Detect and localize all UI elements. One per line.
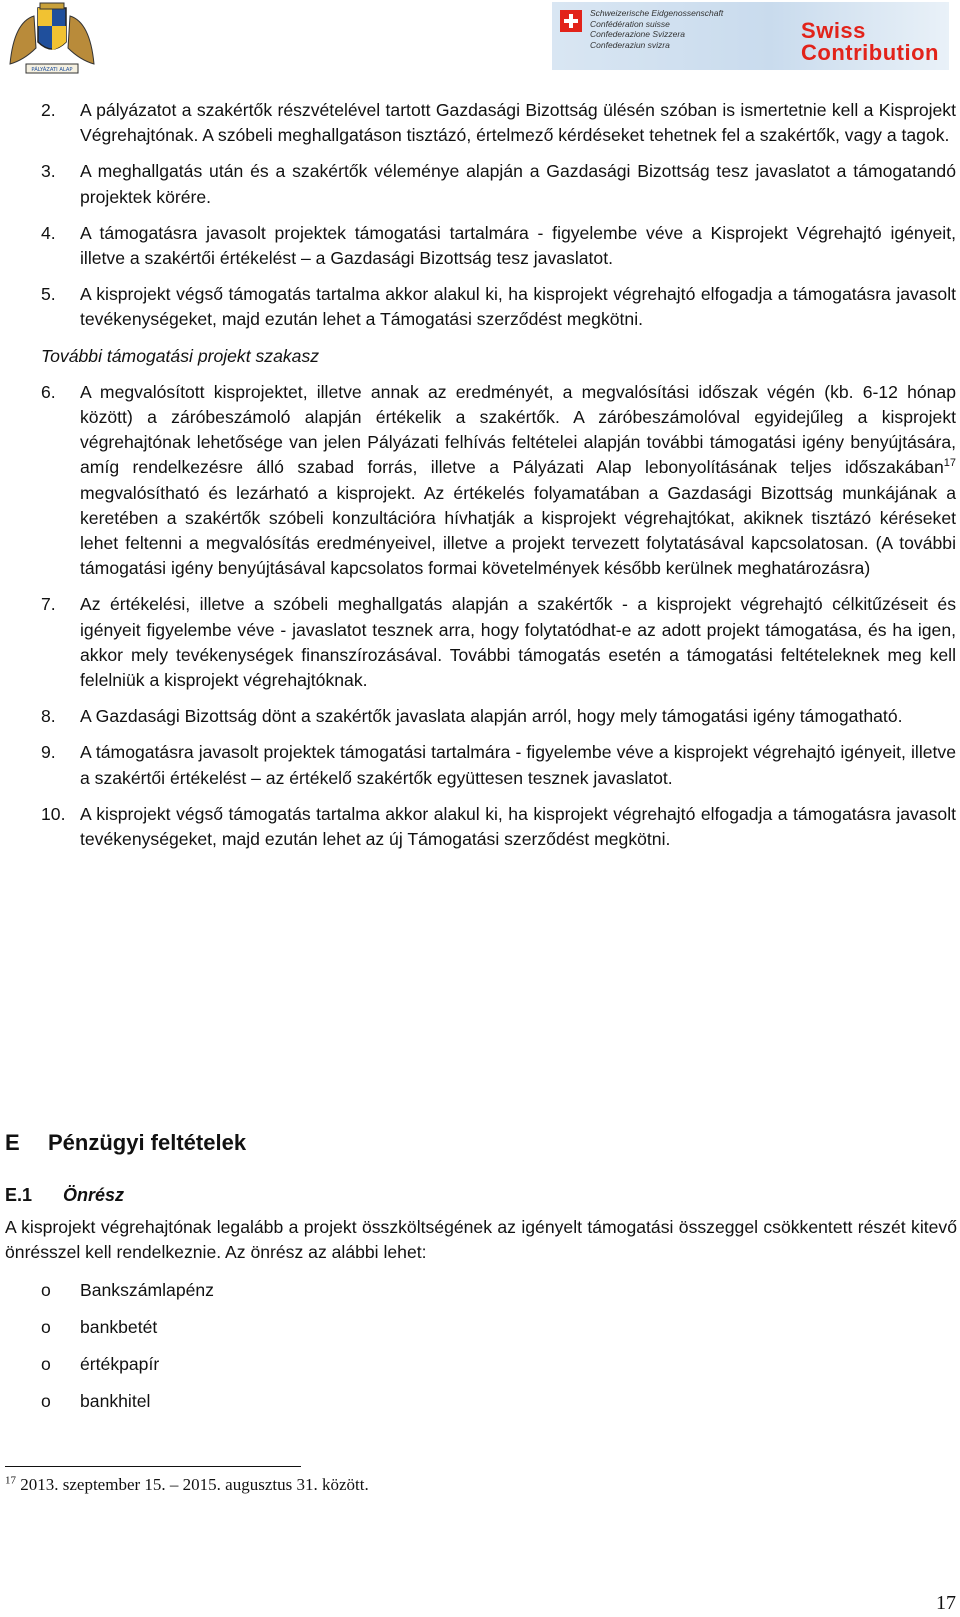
swiss-contribution-logo (552, 2, 949, 70)
section-title: Pénzügyi feltételek (48, 1130, 247, 1155)
item-text: A megvalósított kisprojektet, illetve annak az eredményét, a megvalósítási időszak végén (kb. 6-12 hónap között) a záróbeszámoló alapján értékelik a szakértők. A záróbeszámolóval egyidejűleg a kisprojekt végrehajtónak lehetősége van jelen Pályázati felhívás feltételei alapján további támogatási igény benyújtására, amíg rendelkezésre álló szabad forrás, illetve a Pályázati Alap lebonyolításának teljes időszakában (80, 381, 956, 478)
numbered-item (0, 592, 960, 693)
item-text: A pályázatot a szakértők részvételével tartott Gazdasági Bizottság ülésén szóban is ismertetnie kell a Kisprojekt Végrehajtónak. A szóbeli meghallgatáson tisztázó, értelmező kérdéseket tehetnek fel a szakértők, vagy a tagok. (80, 100, 956, 146)
swiss-line: Confederazione Svizzera (590, 29, 685, 39)
subsection-title: Önrész (63, 1185, 125, 1205)
list-item-text: bankbetét (80, 1317, 158, 1337)
item-number: 6. (41, 381, 56, 402)
swiss-line: Schweizerische Eidgenossenschaft (590, 8, 724, 18)
swiss-line: Confederaziun svizra (590, 39, 670, 50)
wordmark-swiss: Swiss (801, 18, 866, 43)
item-text: A meghallgatás után és a szakértők véleménye alapján a Gazdasági Bizottság tesz javaslatot a támogatandó projektek körére. (80, 161, 956, 207)
numbered-item (0, 221, 960, 271)
list-item-text: értékpapír (80, 1354, 160, 1374)
item-number: 9. (41, 742, 56, 763)
item-text: A kisprojekt végső támogatás tartalma akkor alakul ki, ha kisprojekt végrehajtó elfogadja a támogatásra javasolt tevékenységeket, majd ezután lehet a Támogatási szerződést megkötni. (80, 284, 956, 330)
item-text-continued: megvalósítható és lezárható a kisprojekt. Az értékelés folyamatában a Gazdasági Bizottság munkájának a keretében a szakértők szóbeli konzultációra hívhatják a kisprojekt végrehajtókat, akiknek tisztázó kéréseket lehet feltenni a megvalósítás eredményeivel, illetve a projekt tervezett folytatásával kapcsolatosan. (A további támogatási igény benyújtásával kapcsolatos formai követelmények később kerülnek meghatározásra) (80, 482, 956, 579)
item-number: 5. (41, 284, 56, 305)
swiss-flag-icon (560, 10, 582, 32)
footnote-number: 17 (5, 1474, 16, 1487)
page-number: 17 (936, 1592, 956, 1614)
item-number: 10. (41, 803, 66, 824)
body-paragraph: A kisprojekt végrehajtónak legalább a projekt összköltségének az igényelt támogatási összeggel csökkentett részét kitevő önrésszel kell rendelkeznie. Az önrész az alábbi lehet: (5, 1217, 957, 1262)
bullet-mark: o (41, 1354, 51, 1374)
numbered-item (0, 802, 960, 852)
footnote-reference[interactable]: 17 (943, 457, 956, 470)
coat-of-arms-logo (4, 2, 100, 78)
numbered-item (0, 380, 960, 582)
numbered-item (0, 98, 960, 148)
item-number: 4. (41, 222, 56, 243)
crest-banner: PÁLYÁZATI ALAP (31, 67, 73, 73)
item-number: 2. (41, 100, 56, 120)
list-item-text: Bankszámlapénz (80, 1280, 214, 1300)
section-letter: E (5, 1130, 20, 1155)
subheading: További támogatási projekt szakasz (41, 345, 320, 366)
item-text: A támogatásra javasolt projektek támogatási tartalmára - figyelembe véve a Kisprojekt Végrehajtó igényeit, illetve a szakértői értékelést – a Gazdasági Bizottság tesz javaslatot. (80, 222, 956, 269)
item-text: Az értékelési, illetve a szóbeli meghallgatás alapján a szakértők - a kisprojekt végrehajtó célkitűzéseit és igényeit figyelembe véve - javaslatot tesznek arra, hogy folytatódhat-e az adott projekt támogatása, és ha igen, akkor mely tevékenységek finanszírozásával. További támogatás esetén a támogatási feltételeknek meg kell felelniük a kisprojekt végrehajtóknak. (80, 594, 956, 691)
numbered-item (0, 704, 960, 729)
swiss-line: Confédération suisse (590, 18, 670, 29)
item-number: 8. (41, 706, 56, 727)
item-text: A Gazdasági Bizottság dönt a szakértők javaslata alapján arról, hogy mely támogatási igény támogatható. (80, 706, 903, 727)
bullet-mark: o (41, 1317, 51, 1337)
item-text: A kisprojekt végső támogatás tartalma akkor alakul ki, ha kisprojekt végrehajtó elfogadja a támogatásra javasolt tevékenységeket, majd ezután lehet az új Támogatási szerződést megkötni. (80, 803, 956, 850)
footnote-separator (5, 1466, 301, 1467)
list-item-text: bankhitel (80, 1391, 151, 1411)
numbered-item (0, 282, 960, 332)
section-heading (5, 1130, 246, 1156)
numbered-item (0, 740, 960, 790)
swiss-contribution-wordmark (801, 20, 939, 64)
footnote (5, 1475, 369, 1495)
item-text: A támogatásra javasolt projektek támogatási tartalmára - figyelembe véve a kisprojekt végrehajtó igényeit, illetve a szakértői értékelést – az értékelő szakértők együttesen tesznek javaslatot. (80, 742, 956, 788)
item-number: 7. (41, 594, 56, 615)
page-header (0, 0, 960, 80)
subsection-code: E.1 (5, 1185, 33, 1205)
subsection-heading (5, 1185, 124, 1206)
bullet-mark: o (41, 1280, 51, 1300)
wordmark-contribution: Contribution (801, 40, 939, 65)
swiss-federation-names (590, 8, 723, 50)
numbered-item (0, 159, 960, 209)
main-content (0, 98, 960, 863)
item-number: 3. (41, 161, 56, 182)
bullet-mark: o (41, 1391, 51, 1411)
footnote-text: 2013. szeptember 15. – 2015. augusztus 31. között. (20, 1475, 369, 1494)
